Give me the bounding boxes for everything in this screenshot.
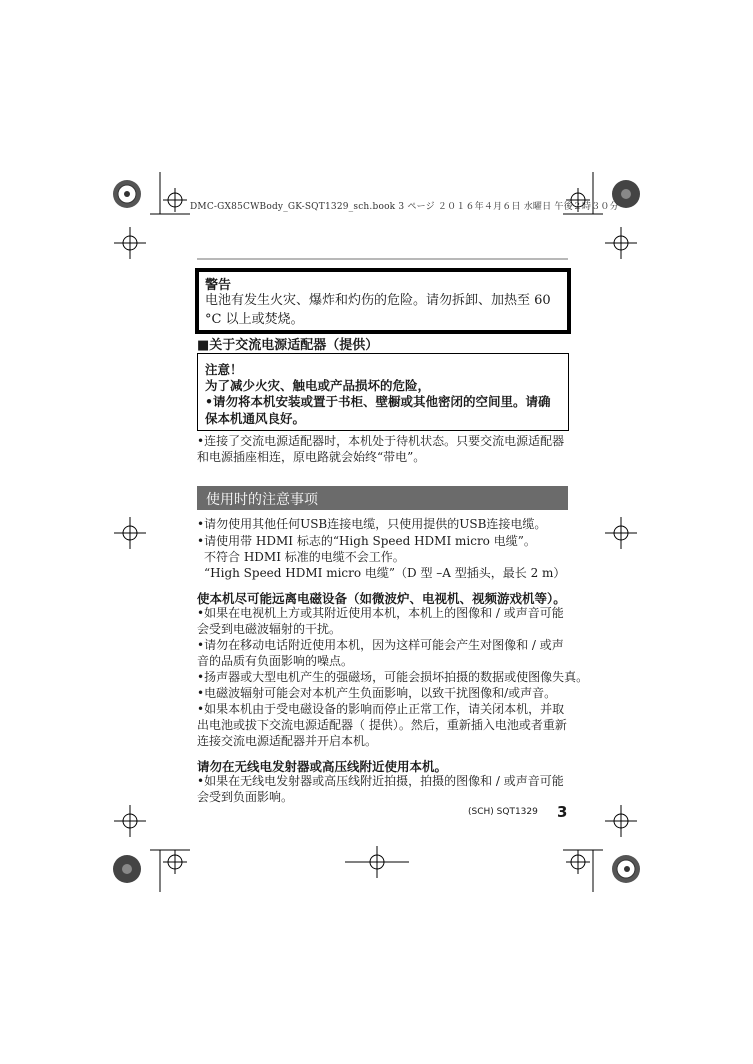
ac-adapter-heading: ■关于交流电源适配器（提供） [197, 338, 379, 353]
radio-item: •如果在无线电发射器或高压线附近拍摄，拍摄的图像和 / 或声音可能会受到负面影响。 [197, 774, 564, 804]
book-header: DMC-GX85CWBody_GK-SQT1329_sch.book 3 ページ ２０１６年４月６日 水曜日 午後２時３０分 [190, 202, 619, 212]
warning-body: 电池有发生火灾、爆炸和灼伤的危险。请勿拆卸、加热至 60 °C 以上或焚烧。 [205, 293, 551, 327]
em-item: •请勿在移动电话附近使用本机，因为这样可能会产生对图像和 / 或声音的品质有负面影响的噪点。 [197, 638, 564, 668]
caution-title: 注意！ [205, 362, 243, 377]
hdmi-spec: “High Speed HDMI micro 电缆”（D 型 –A 型插头，最长 2 m） [204, 566, 566, 580]
hdmi-note: 不符合 HDMI 标准的电缆不会工作。 [204, 550, 405, 564]
radio-heading: 请勿在无线电发射器或高压线附近使用本机。 [197, 759, 448, 774]
starburst-bottom-right [612, 855, 640, 883]
em-item: •如果本机由于受电磁设备的影响而停止正常工作，请关闭本机，并取出电池或拔下交流电源适配器（ 提供）。然后，重新插入电池或者重新连接交流电源适配器并开启本机。 [197, 702, 567, 748]
precautions-title: 使用时的注意事项 [206, 492, 318, 508]
page-number: 3 [557, 803, 568, 821]
caution-line: 为了减少火灾、触电或产品损坏的危险， [205, 378, 431, 393]
em-heading: 使本机尽可能远离电磁设备（如微波炉、电视机、视频游戏机等）。 [197, 591, 566, 606]
starburst-top-left [113, 180, 141, 208]
ac-adapter-note: •连接了交流电源适配器时，本机处于待机状态。只要交流电源适配器和电源插座相连，原电路就会始终“带电”。 [197, 434, 565, 464]
em-item: •扬声器或大型电机产生的强磁场，可能会损坏拍摄的数据或使图像失真。 [197, 670, 589, 684]
em-item: •电磁波辐射可能会对本机产生负面影响，以致干扰图像和/或声音。 [197, 686, 557, 700]
caution-item: •请勿将本机安装或置于书柜、壁橱或其他密闭的空间里。请确保本机通风良好。 [205, 394, 551, 426]
usb-item: •请勿使用其他任何USB连接电缆，只使用提供的USB连接电缆。 [197, 517, 547, 531]
hdmi-item: •请使用带 HDMI 标志的“High Speed HDMI micro 电缆”。 [197, 534, 536, 548]
starburst-bottom-left [113, 855, 141, 883]
footer-code: (SCH) SQT1329 [468, 807, 538, 817]
warning-title: 警告 [205, 278, 232, 293]
em-item: •如果在电视机上方或其附近使用本机，本机上的图像和 / 或声音可能会受到电磁波辐射的干扰。 [197, 606, 564, 636]
top-rule [197, 258, 568, 260]
